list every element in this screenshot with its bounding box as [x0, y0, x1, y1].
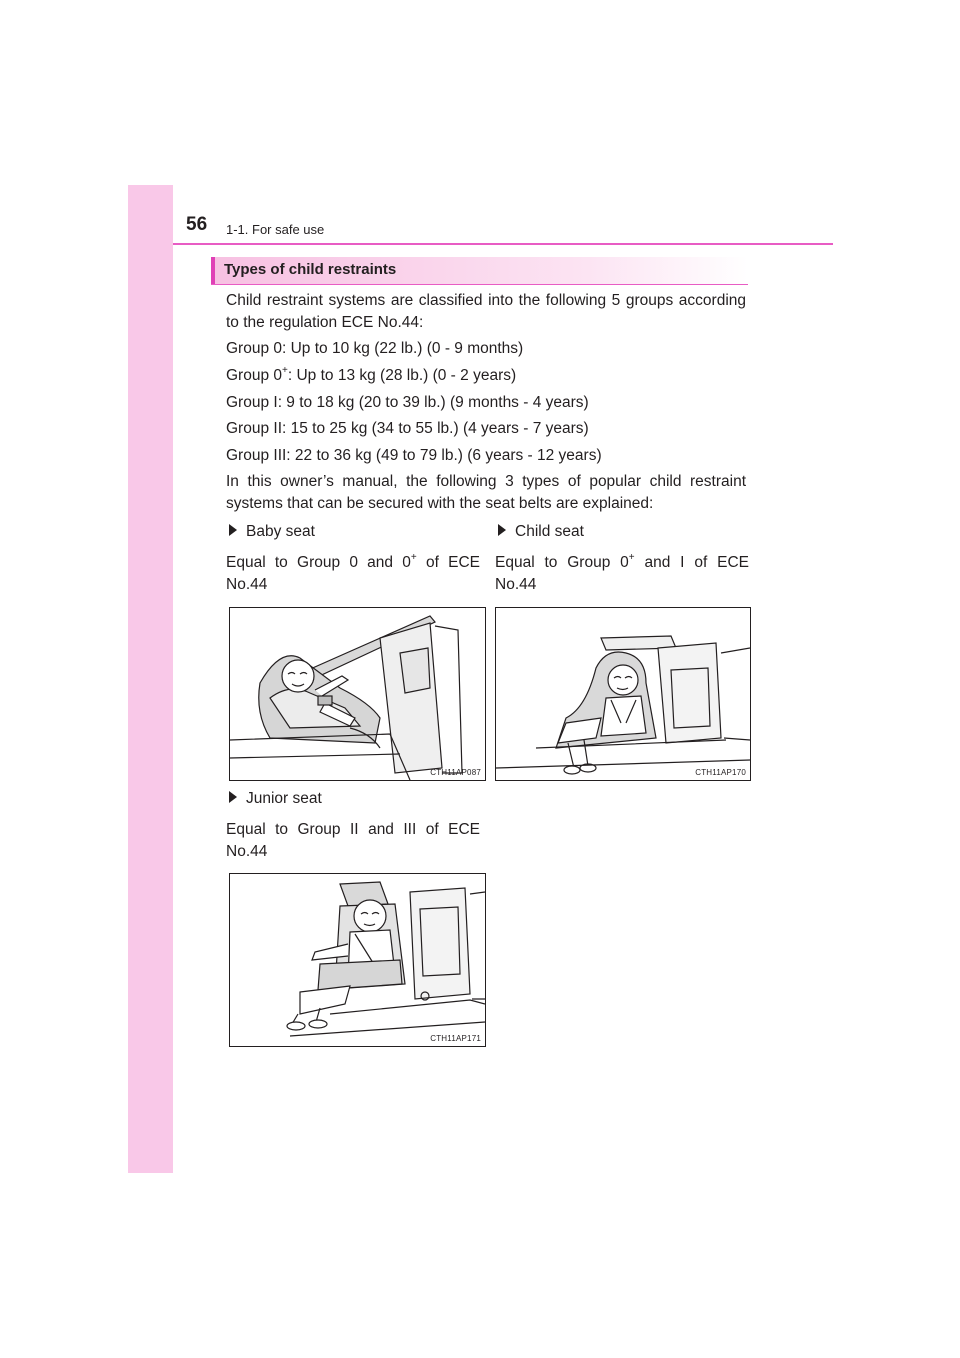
baby-seat-drawing: [230, 608, 485, 780]
junior-seat-desc: Equal to Group II and III of ECE No.44: [226, 821, 480, 860]
baby-seat-illustration: [229, 607, 486, 781]
child-seat-desc-sup: +: [628, 551, 635, 563]
child-seat-illustration: [495, 607, 751, 781]
child-seat-desc-rest: and I of ECE No.44: [495, 554, 749, 593]
group-0-plus-prefix: Group 0: [226, 367, 283, 384]
group-3: Group III: 22 to 36 kg (49 to 79 lb.) (6 years - 12 years): [226, 447, 602, 464]
outro-paragraph: In this owner’s manual, the following 3 types of popular child restraint systems that can be secured with the seat belts are explained:: [226, 473, 746, 512]
baby-seat-figure-code: CTH11AP087: [430, 768, 481, 777]
junior-seat-illustration: [229, 873, 486, 1047]
header-rule: [173, 243, 833, 245]
intro-paragraph: Child restraint systems are classified into the following 5 groups according to the regulation ECE No.44:: [226, 292, 746, 331]
subheading-bar: [211, 257, 748, 284]
triangle-bullet-icon: [229, 524, 237, 536]
child-seat-drawing: [496, 608, 750, 780]
group-0-plus: [226, 365, 746, 387]
baby-seat-desc: [226, 552, 480, 596]
child-seat-title: Child seat: [515, 523, 584, 540]
group-0: Group 0: Up to 10 kg (22 lb.) (0 - 9 months): [226, 340, 524, 357]
subheading-underline: [211, 284, 748, 285]
section-title: 1-1. For safe use: [226, 222, 325, 237]
baby-seat-desc-sup: +: [410, 551, 417, 563]
child-seat-figure-code: CTH11AP170: [695, 768, 746, 777]
junior-seat-title: Junior seat: [246, 790, 322, 807]
junior-seat-heading: [229, 790, 322, 808]
group-0-plus-sup: +: [282, 364, 288, 376]
triangle-bullet-icon: [229, 791, 237, 803]
group-2: Group II: 15 to 25 kg (34 to 55 lb.) (4 years - 7 years): [226, 420, 589, 437]
subheading: Types of child restraints: [224, 261, 397, 278]
baby-seat-heading: [229, 523, 315, 541]
triangle-bullet-icon: [498, 524, 506, 536]
junior-seat-drawing: [230, 874, 485, 1046]
page-number: 56: [186, 214, 208, 235]
child-seat-desc: [495, 552, 749, 596]
baby-seat-desc-prefix: Equal to Group 0 and 0: [226, 554, 411, 571]
baby-seat-desc-rest: of ECE No.44: [226, 554, 480, 593]
child-seat-heading: [498, 523, 584, 541]
side-tab: [128, 185, 173, 1173]
junior-seat-figure-code: CTH11AP171: [430, 1034, 481, 1043]
group-0-plus-rest: : Up to 13 kg (28 lb.) (0 - 2 years): [287, 367, 517, 384]
group-1: Group I: 9 to 18 kg (20 to 39 lb.) (9 months - 4 years): [226, 394, 589, 411]
child-seat-desc-prefix: Equal to Group 0: [495, 554, 629, 571]
baby-seat-title: Baby seat: [246, 523, 315, 540]
